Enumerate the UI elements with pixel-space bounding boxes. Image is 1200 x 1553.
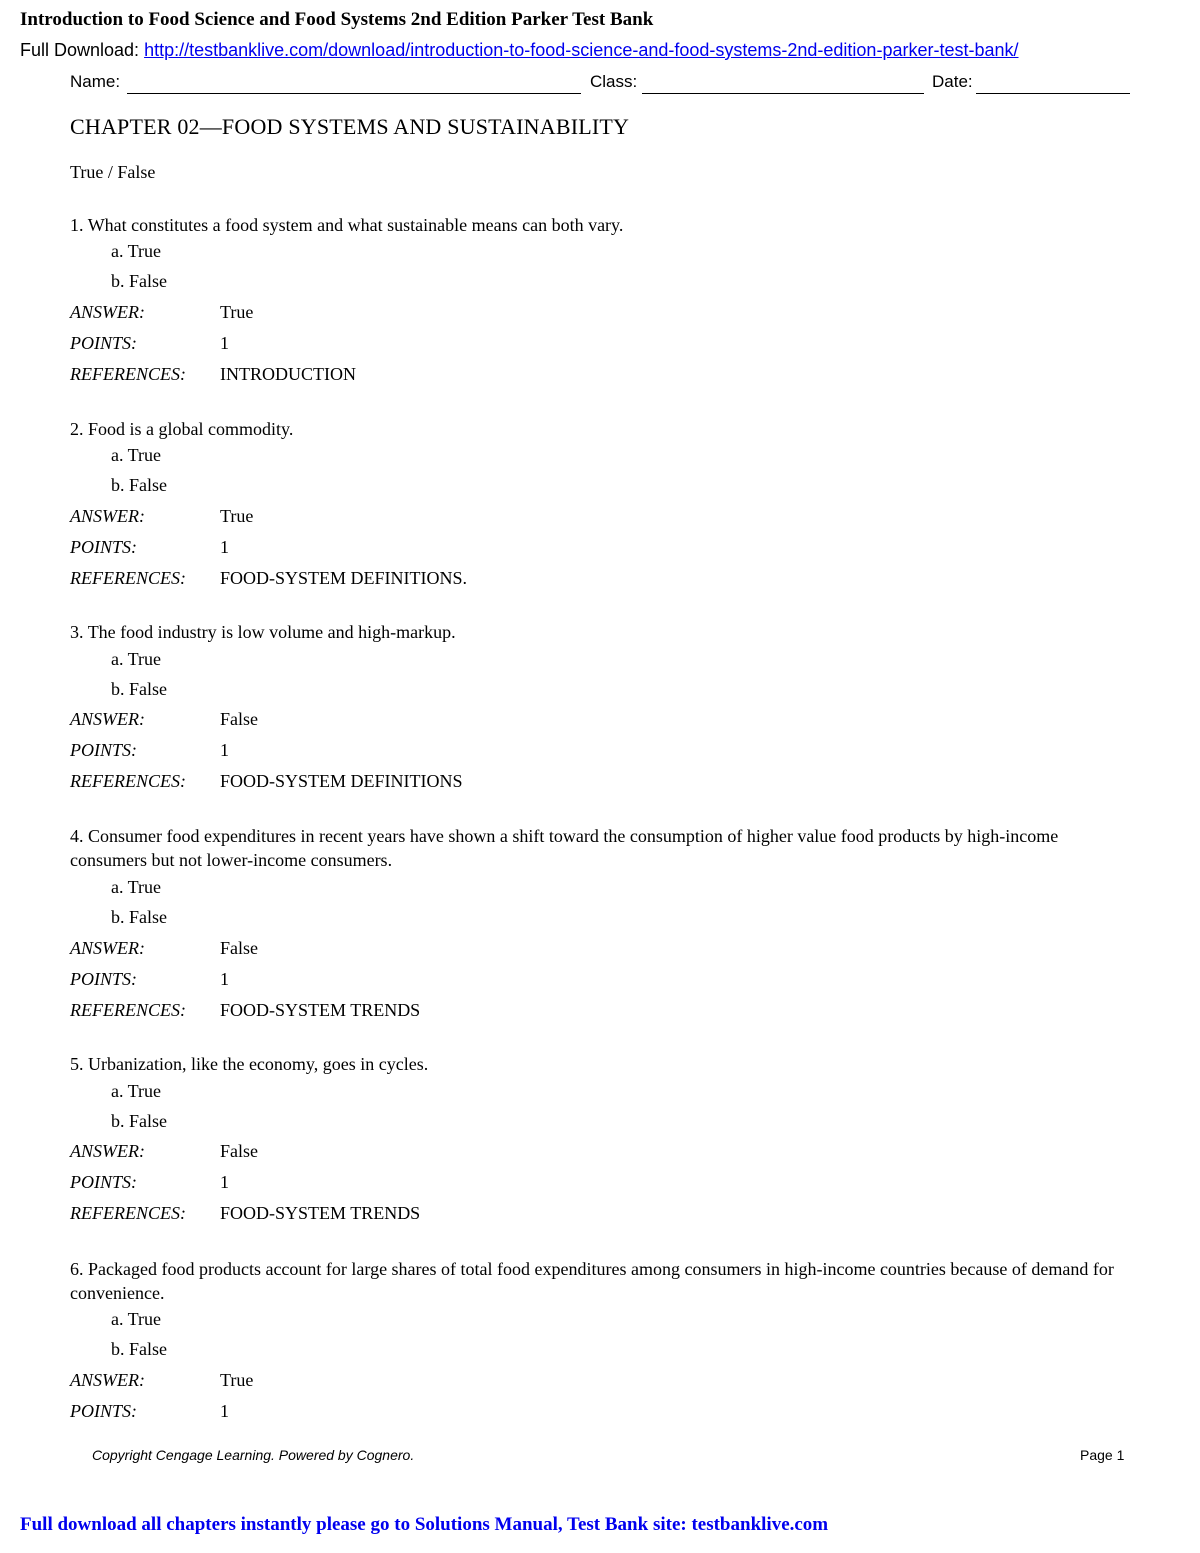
option-a: a. True: [111, 1081, 162, 1101]
references-label: REFERENCES:: [70, 771, 186, 791]
option-a: a. True: [111, 877, 162, 897]
document-title: Introduction to Food Science and Food Systems 2nd Edition Parker Test Bank: [20, 9, 654, 30]
answer-label: ANSWER:: [70, 506, 145, 526]
option-a: a. True: [111, 241, 162, 261]
download-label: Full Download:: [20, 40, 145, 60]
answer-label: ANSWER:: [70, 1370, 145, 1390]
points-value: 1: [220, 740, 229, 760]
references-value: FOOD-SYSTEM DEFINITIONS.: [220, 568, 468, 588]
answer-value: False: [220, 709, 258, 729]
answer-label: ANSWER:: [70, 1141, 145, 1161]
download-line: [20, 40, 1019, 61]
name-field[interactable]: [127, 93, 581, 94]
answer-value: True: [220, 506, 254, 526]
points-label: POINTS:: [70, 740, 137, 760]
download-link[interactable]: http://testbanklive.com/download/introduction-to-food-science-and-food-systems-2nd-edition-parker-test-bank/: [144, 40, 1019, 60]
question-text: 4. Consumer food expenditures in recent years have shown a shift toward the consumption of higher value food products by high-income consumers but not lower-income consumers.: [70, 826, 1059, 870]
answer-label: ANSWER:: [70, 302, 145, 322]
references-value: INTRODUCTION: [220, 364, 356, 384]
question-text: 3. The food industry is low volume and high-markup.: [70, 622, 456, 642]
points-label: POINTS:: [70, 537, 137, 557]
footer-page-number: Page 1: [1080, 1447, 1125, 1463]
question-text: 1. What constitutes a food system and what sustainable means can both vary.: [70, 215, 624, 235]
footer-copyright: Copyright Cengage Learning. Powered by Cognero.: [92, 1447, 415, 1463]
option-b: b. False: [111, 271, 167, 291]
class-label: Class:: [590, 72, 638, 91]
references-value: FOOD-SYSTEM TRENDS: [220, 1203, 421, 1223]
answer-value: True: [220, 302, 254, 322]
references-label: REFERENCES:: [70, 1203, 186, 1223]
points-value: 1: [220, 537, 229, 557]
points-value: 1: [220, 333, 229, 353]
section-title: True / False: [70, 162, 156, 182]
question-text: 5. Urbanization, like the economy, goes in cycles.: [70, 1054, 429, 1074]
points-label: POINTS:: [70, 1172, 137, 1192]
option-a: a. True: [111, 649, 162, 669]
option-b: b. False: [111, 475, 167, 495]
points-value: 1: [220, 969, 229, 989]
references-value: FOOD-SYSTEM DEFINITIONS: [220, 771, 463, 791]
answer-label: ANSWER:: [70, 938, 145, 958]
name-label: Name:: [70, 72, 121, 91]
student-info-fields: [70, 72, 1132, 98]
option-b: b. False: [111, 1339, 167, 1359]
references-label: REFERENCES:: [70, 568, 186, 588]
points-value: 1: [220, 1401, 229, 1421]
points-label: POINTS:: [70, 1401, 137, 1421]
question-text: 6. Packaged food products account for large shares of total food expenditures among consumers in high-income countries because of demand for convenience.: [70, 1259, 1114, 1303]
class-field[interactable]: [642, 93, 924, 94]
answer-value: False: [220, 1141, 258, 1161]
points-label: POINTS:: [70, 333, 137, 353]
points-value: 1: [220, 1172, 229, 1192]
question-text: 2. Food is a global commodity.: [70, 419, 294, 439]
references-label: REFERENCES:: [70, 364, 186, 384]
option-a: a. True: [111, 1309, 162, 1329]
references-label: REFERENCES:: [70, 1000, 186, 1020]
option-b: b. False: [111, 679, 167, 699]
points-label: POINTS:: [70, 969, 137, 989]
date-label: Date:: [932, 72, 973, 91]
date-field[interactable]: [976, 93, 1130, 94]
bottom-download-banner[interactable]: Full download all chapters instantly please go to Solutions Manual, Test Bank site: testbanklive.com: [20, 1514, 829, 1535]
option-b: b. False: [111, 1111, 167, 1131]
option-b: b. False: [111, 907, 167, 927]
chapter-title: CHAPTER 02—FOOD SYSTEMS AND SUSTAINABILITY: [70, 114, 630, 139]
answer-label: ANSWER:: [70, 709, 145, 729]
references-value: FOOD-SYSTEM TRENDS: [220, 1000, 421, 1020]
answer-value: False: [220, 938, 258, 958]
option-a: a. True: [111, 445, 162, 465]
answer-value: True: [220, 1370, 254, 1390]
